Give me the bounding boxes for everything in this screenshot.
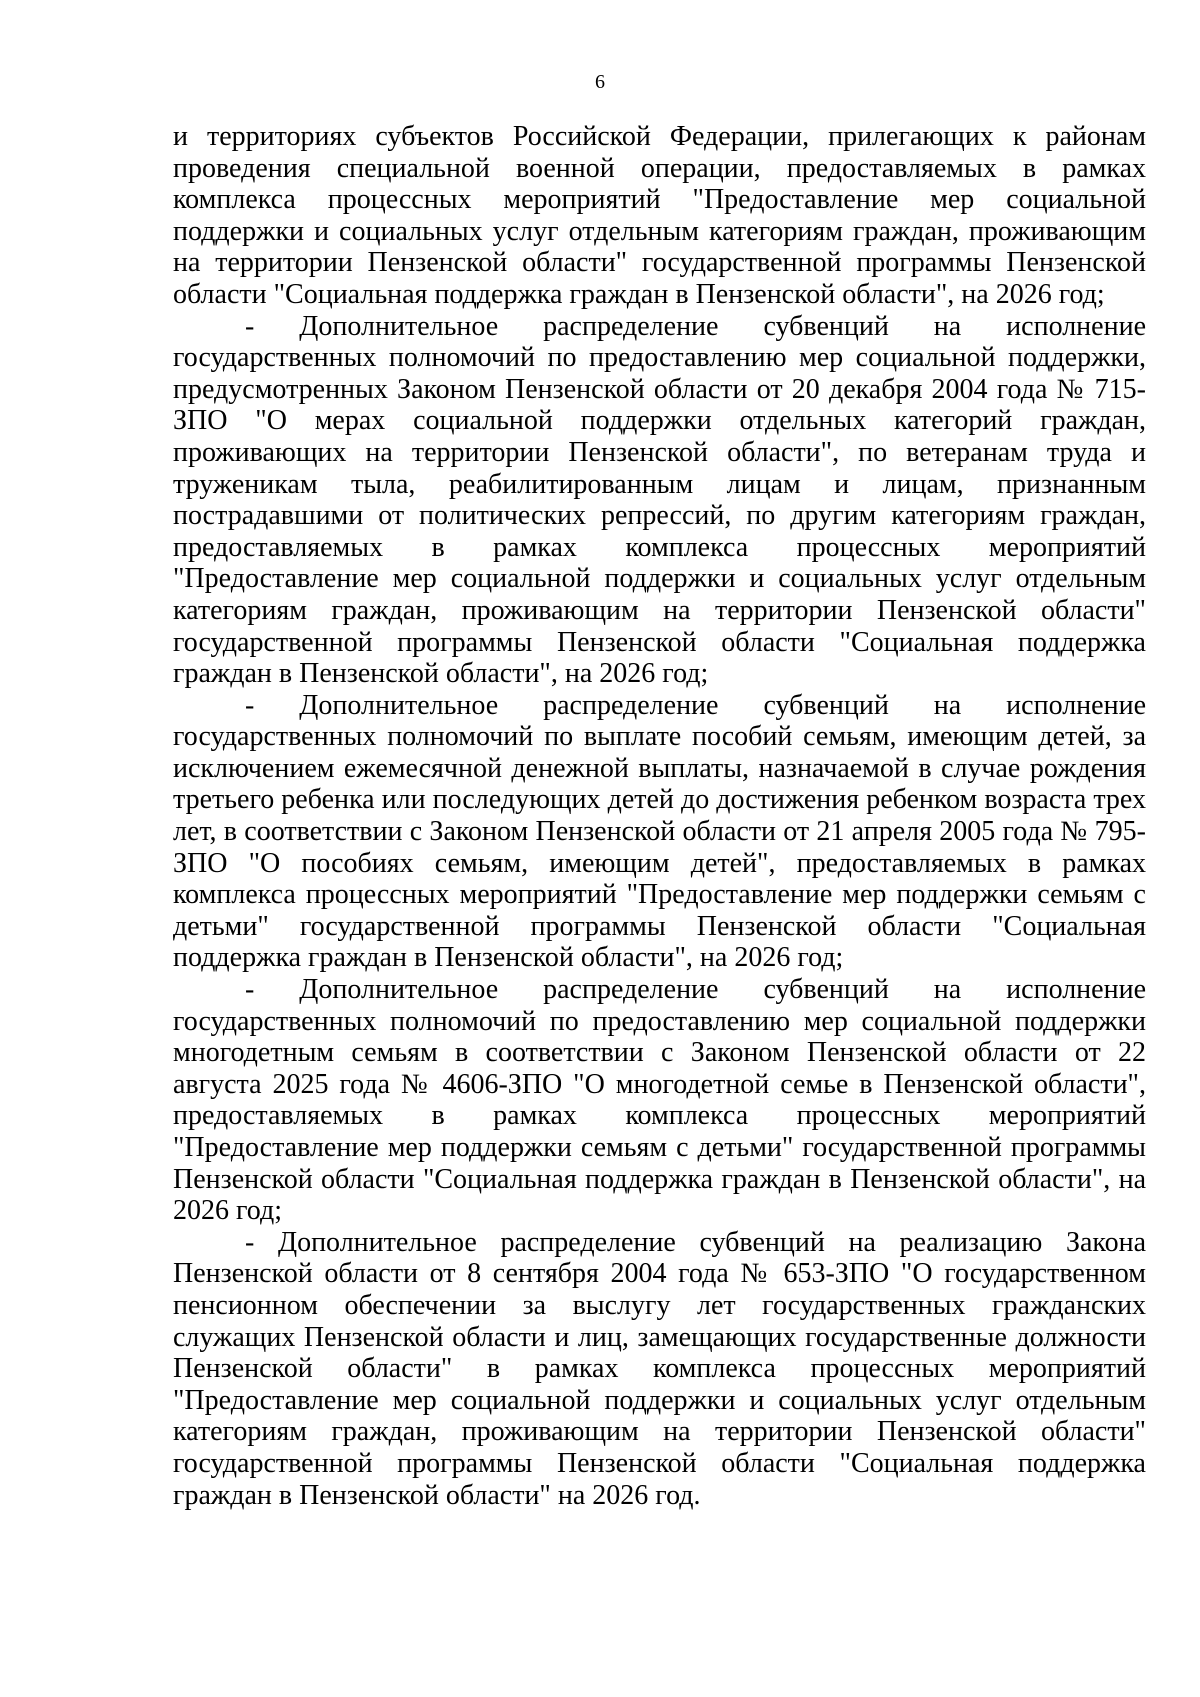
document-body [173, 121, 1146, 1511]
page-number: 6 [595, 71, 605, 93]
paragraph-subvention-family-benefits: - Дополнительное распределение субвенций на исполнение государственных полномочий по выплате пособий семьям, имеющим детей, за исключением ежемесячной денежной выплаты, назначаемой в случае рождения третьего ребенка или последующих детей до достижения ребенком возраста трех лет, в соответствии с Законом Пензенской области от 21 апреля 2005 года № 795-ЗПО "О пособиях семьям, имеющим детей", предоставляемых в рамках комплекса процессных мероприятий "Предоставление мер поддержки семьям с детьми" государственной программы Пензенской области "Социальная поддержка граждан в Пензенской области", на 2026 год; [173, 689, 1146, 974]
paragraph-subvention-pension: - Дополнительное распределение субвенций на реализацию Закона Пензенской области от 8 сентября 2004 года № 653-ЗПО "О государственном пенсионном обеспечении за выслугу лет государственных гражданских служащих Пензенской области и лиц, замещающих государственные должности Пензенской области" в рамках комплекса процессных мероприятий "Предоставление мер социальной поддержки и социальных услуг отдельным категориям граждан, проживающим на территории Пензенской области" государственной программы Пензенской области "Социальная поддержка граждан в Пензенской области" на 2026 год. [173, 1226, 1146, 1511]
paragraph-subvention-large-families: - Дополнительное распределение субвенций на исполнение государственных полномочий по предоставлению мер социальной поддержки многодетным семьям в соответствии с Законом Пензенской области от 22 августа 2025 года № 4606-ЗПО "О многодетной семье в Пензенской области", предоставляемых в рамках комплекса процессных мероприятий "Предоставление мер поддержки семьям с детьми" государственной программы Пензенской области "Социальная поддержка граждан в Пензенской области", на 2026 год; [173, 974, 1146, 1227]
paragraph-continuation: и территориях субъектов Российской Федерации, прилегающих к районам проведения специальной военной операции, предоставляемых в рамках комплекса процессных мероприятий "Предоставление мер социальной поддержки и социальных услуг отдельным категориям граждан, проживающим на территории Пензенской области" государственной программы Пензенской области "Социальная поддержка граждан в Пензенской области", на 2026 год; [173, 121, 1146, 310]
paragraph-subvention-veterans: - Дополнительное распределение субвенций на исполнение государственных полномочий по предоставлению мер социальной поддержки, предусмотренных Законом Пензенской области от 20 декабря 2004 года № 715-ЗПО "О мерах социальной поддержки отдельных категорий граждан, проживающих на территории Пензенской области", по ветеранам труда и труженикам тыла, реабилитированным лицам и лицам, признанным пострадавшими от политических репрессий, по другим категориям граждан, предоставляемых в рамках комплекса процессных мероприятий "Предоставление мер социальной поддержки и социальных услуг отдельным категориям граждан, проживающим на территории Пензенской области" государственной программы Пензенской области "Социальная поддержка граждан в Пензенской области", на 2026 год; [173, 310, 1146, 690]
